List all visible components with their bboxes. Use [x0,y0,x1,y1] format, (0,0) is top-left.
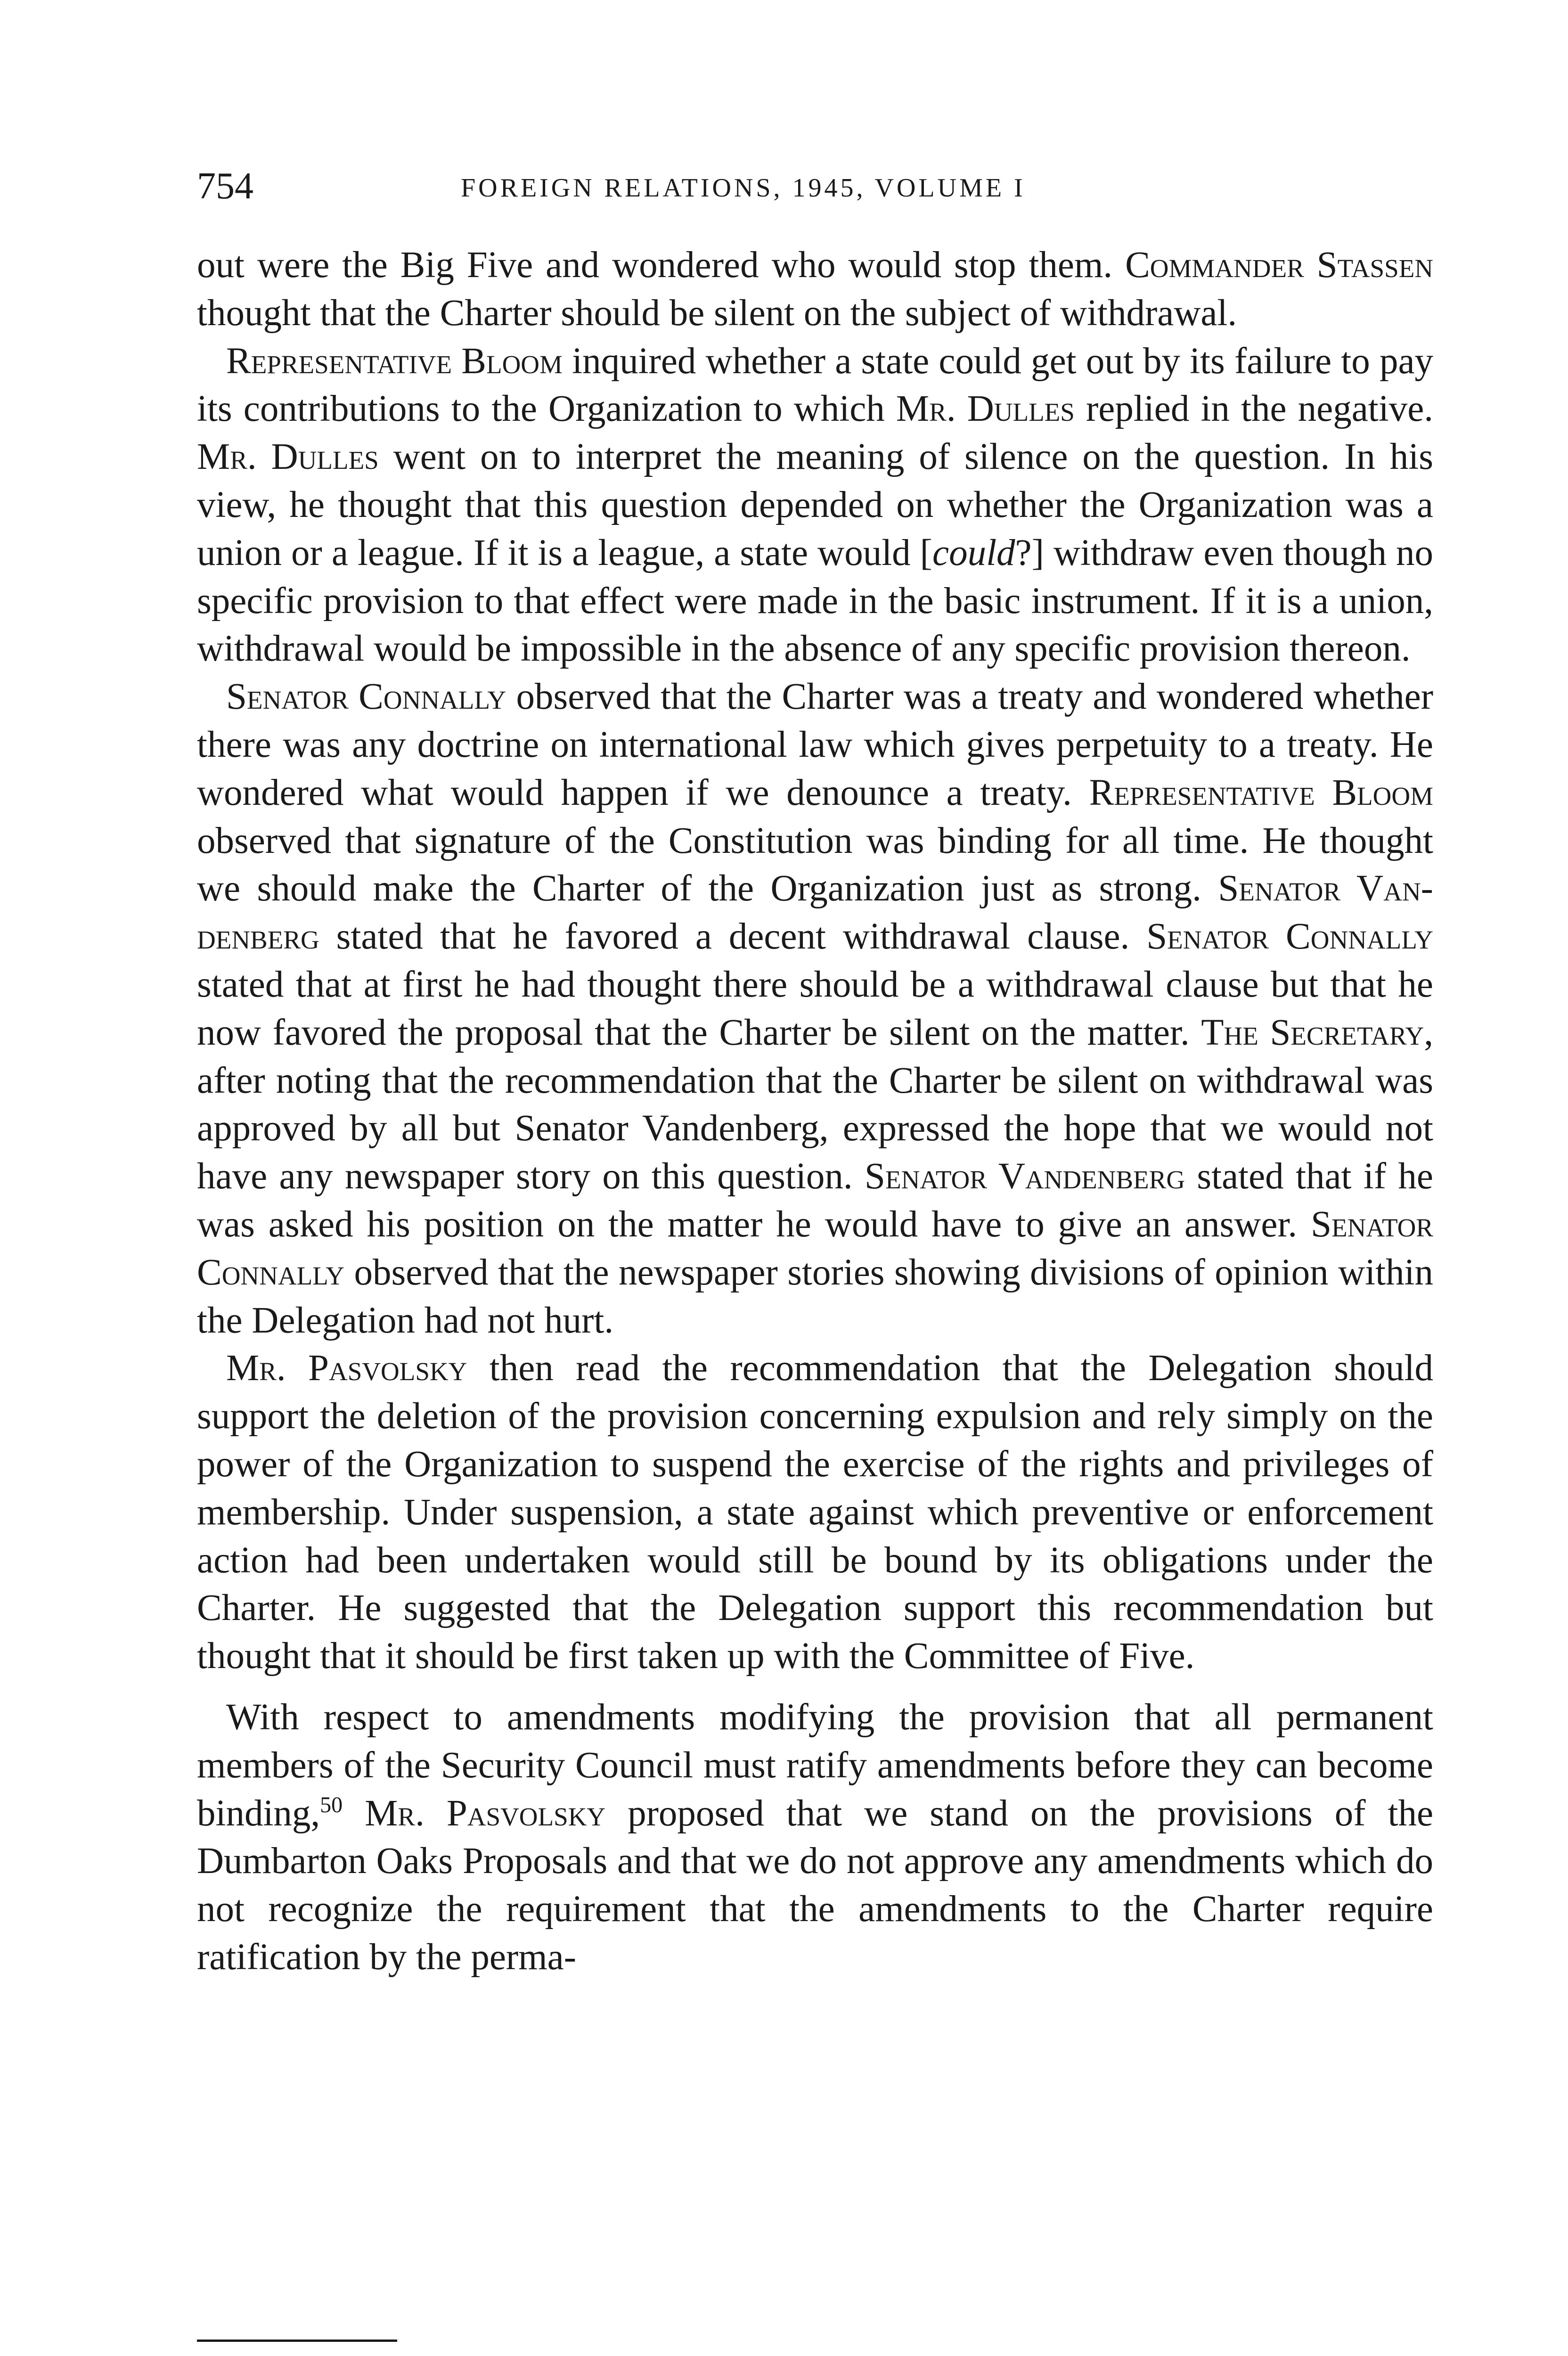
paragraph-4 [197,1344,1433,1680]
footnote-divider [197,2340,397,2342]
body-text [197,241,1433,1981]
text-run: inquired whether a state could get out by its failure to pay its contributions to the Organization to which [197,340,1434,430]
speaker-name: Mr. Dulles [896,388,1075,430]
speaker-name: Senator Connally [197,1203,1433,1293]
text-run: , after noting that the recommendation that the Charter be silent on withdrawal was approved by all but Senator Vandenberg, expressed the hope that we would not have any newspaper story on this question. [197,1012,1433,1197]
speaker-name: Senator Vandenberg [197,868,1433,957]
running-head: FOREIGN RELATIONS, 1945, VOLUME I [461,173,1026,203]
speaker-name: Commander Stassen [1125,245,1434,286]
text-run: stated that if he was asked his position on the matter he would have to give an answer. [197,1156,1433,1245]
speaker-name: Representative Bloom [1089,772,1433,813]
text-run: stated that he favored a decent withdrawal clause. [319,916,1147,957]
speaker-name: The Secretary [1201,1012,1424,1053]
paragraph-2 [197,337,1433,673]
editorial-italic: could [932,532,1015,573]
speaker-name: Senator Connally [1146,916,1434,957]
text-run: observed that the newspaper stories showing divisions of opinion within the Delegation had not hurt. [197,1252,1433,1341]
text-run: observed that the Charter was a treaty and wondered whether there was any doctrine on international law which gives perpetuity to a treaty. He wondered what would happen if we denounce a treaty. [197,676,1434,813]
text-run: observed that signature of the Constitution was binding for all time. He thought we should make the Charter of the Organization just as strong. [197,820,1433,909]
footnote-ref[interactable]: 50 [320,1792,343,1817]
paragraph-5 [197,1693,1433,1981]
page-number: 754 [197,165,253,207]
text-run: thought that the Charter should be silent on the subject of withdrawal. [197,292,1237,334]
text-run [343,1793,365,1834]
text-run: replied in the negative. [1074,388,1434,430]
page-header [197,163,1431,214]
text-run: With respect to amendments modifying the provision that all permanent members of the Security Council must ratify amendments before they can become binding, [197,1696,1433,1834]
text-run: then read the recommendation that the Delegation should support the deletion of the provision concerning expulsion and rely simply on the power of the Organization to suspend the exercise of the rights and privileges of membership. Under suspension, a state against which preventive or enforcement action had been undertaken would still be bound by its obligations under the Charter. He suggested that the Delegation support this recommendation but thought that it should be first taken up with the Committee of Five. [197,1348,1434,1677]
speaker-name: Senator Vandenberg [865,1156,1185,1197]
paragraph-3 [197,673,1433,1344]
text-run: proposed that we stand on the provisions of the Dumbarton Oaks Proposals and that we do not approve any amendments which do not recognize the requirement that the amendments to the Charter require ratification by the perma- [197,1792,1434,1978]
speaker-name: Mr. Dulles [197,436,379,478]
text-run: ?] withdraw even though no specific provision to that effect were made in the basic instrument. If it is a union, withdrawal would be impossible in the absence of any specific provision thereon. [197,532,1433,670]
text-run: stated that at first he had thought there should be a withdrawal clause but that he now favored the proposal that the Charter be silent on the matter. [197,964,1433,1053]
speaker-name: Senator Connally [226,676,506,718]
text-run: went on to interpret the meaning of silence on the question. In his view, he thought that this question depended on whether the Organization was a union or a league. If it is a league, a state would [ [197,436,1433,573]
speaker-name: Representative Bloom [226,340,563,382]
speaker-name: Mr. Pasvolsky [226,1348,467,1389]
text-run: out were the Big Five and wondered who would stop them. [197,245,1126,286]
paragraph-1 [197,241,1433,337]
speaker-name: Mr. Pasvolsky [365,1792,606,1834]
